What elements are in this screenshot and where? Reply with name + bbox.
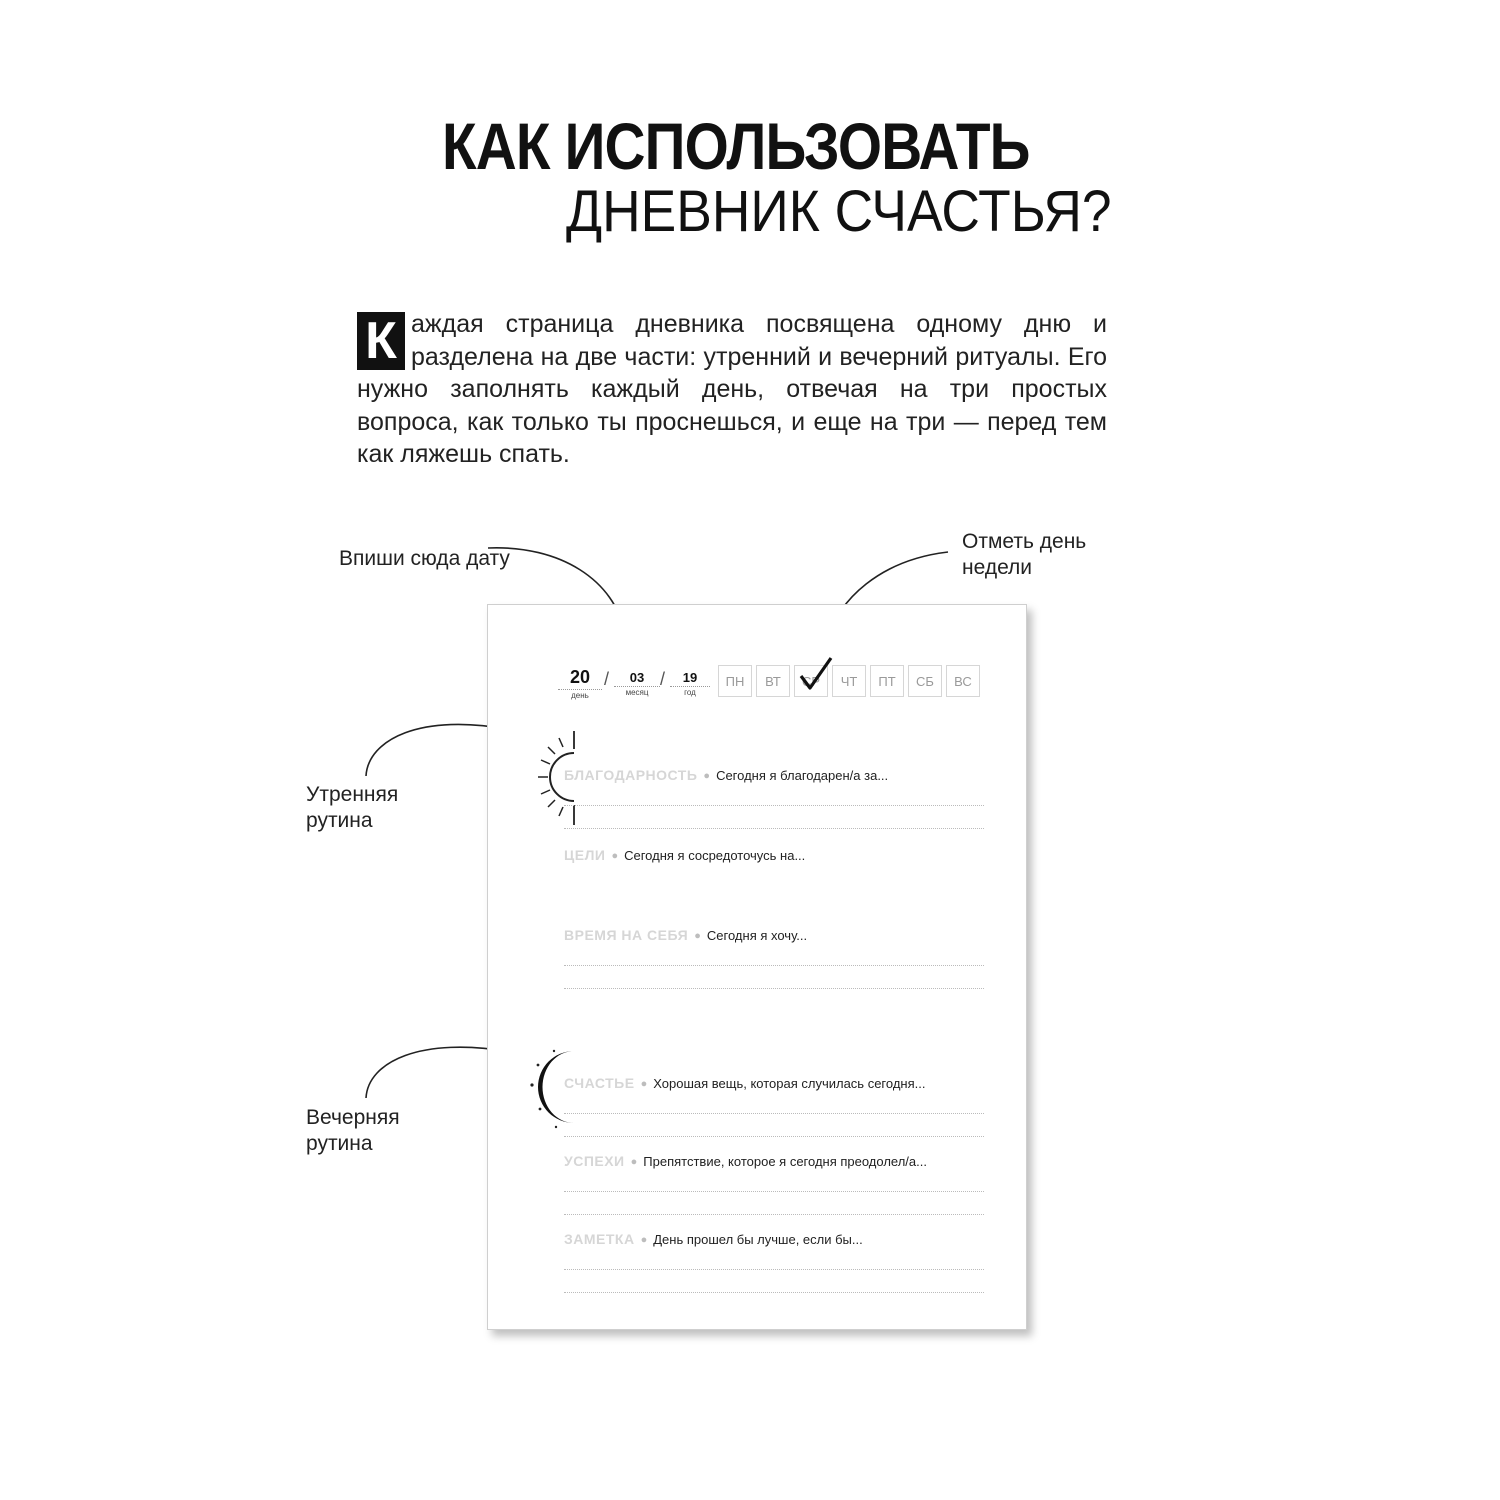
bullet-dot: ● (640, 1234, 648, 1246)
section-label: СЧАСТЬЕ (564, 1075, 635, 1091)
writing-line[interactable] (564, 1269, 984, 1270)
annotation-evening-line2: рутина (306, 1132, 373, 1155)
section-label: ЗАМЕТКА (564, 1231, 635, 1247)
date-day-value: 20 (558, 667, 602, 690)
date-month (614, 667, 660, 697)
annotation-morning-line2: рутина (306, 809, 373, 832)
page-subtitle: ДНЕВНИК СЧАСТЬЯ? (566, 179, 1112, 244)
section-prompt: День прошел бы лучше, если бы... (653, 1232, 863, 1247)
weekday-wed-label: СР (801, 673, 821, 689)
weekday-mon[interactable]: ПН (718, 665, 752, 697)
bullet-dot: ● (630, 1156, 638, 1168)
section-label: ВРЕМЯ НА СЕБЯ (564, 927, 689, 943)
annotation-date: Впиши сюда дату (339, 547, 510, 570)
weekday-fri[interactable]: ПТ (870, 665, 904, 697)
bullet-dot: ● (703, 770, 711, 782)
weekday-wed[interactable] (794, 665, 828, 697)
annotation-morning (306, 782, 398, 834)
weekday-sun[interactable]: ВС (946, 665, 980, 697)
writing-line[interactable] (564, 1113, 984, 1114)
writing-line[interactable] (564, 1136, 984, 1137)
section-happiness (564, 1075, 984, 1137)
date-year-value: 19 (670, 667, 710, 687)
bullet-dot: ● (611, 850, 619, 862)
writing-line[interactable] (564, 805, 984, 806)
date-day-caption: день (571, 691, 589, 700)
annotation-weekday-line1: Отметь день (962, 530, 1087, 553)
writing-line[interactable] (564, 1214, 984, 1215)
weekday-selector (718, 665, 980, 697)
date-year (670, 667, 710, 697)
section-prompt: Сегодня я сосредоточусь на... (624, 848, 806, 863)
section-note (564, 1231, 984, 1293)
writing-line[interactable] (564, 965, 984, 966)
date-separator: / (604, 669, 610, 689)
section-successes (564, 1153, 984, 1215)
intro-paragraph (357, 308, 1107, 471)
date-year-caption: год (684, 688, 696, 697)
drop-cap: К (357, 312, 405, 370)
annotation-weekday (962, 529, 1086, 581)
intro-text: аждая страница дневника посвящена одному дню и разделена на две части: утренний и вечерний ритуалы. Его нужно заполнять каждый день, отвечая на три простых вопроса, как только ты проснешься, и еще на три — перед тем как ляжешь спать. (357, 310, 1107, 468)
annotation-weekday-line2: недели (962, 556, 1033, 579)
writing-line[interactable] (564, 1292, 984, 1293)
annotation-evening-line1: Вечерняя (306, 1106, 400, 1129)
section-label: БЛАГОДАРНОСТЬ (564, 767, 698, 783)
annotation-morning-line1: Утренняя (306, 783, 399, 806)
weekday-tue[interactable]: ВТ (756, 665, 790, 697)
section-prompt: Хорошая вещь, которая случилась сегодня... (653, 1076, 926, 1091)
writing-line[interactable] (564, 828, 984, 829)
section-prompt: Сегодня я хочу... (706, 928, 808, 943)
section-goals (564, 847, 984, 863)
date-month-caption: месяц (625, 688, 649, 697)
section-label: ЦЕЛИ (564, 847, 606, 863)
writing-line[interactable] (564, 988, 984, 989)
annotation-evening (306, 1105, 400, 1157)
page-title: КАК ИСПОЛЬЗОВАТЬ (442, 109, 1030, 183)
bullet-dot: ● (640, 1078, 648, 1090)
weekday-sat[interactable]: СБ (908, 665, 942, 697)
section-gratitude (564, 767, 984, 829)
weekday-thu[interactable]: ЧТ (832, 665, 866, 697)
section-me-time (564, 927, 984, 989)
writing-line[interactable] (564, 1191, 984, 1192)
section-prompt: Сегодня я благодарен/а за... (716, 768, 889, 783)
checkmark-icon (795, 656, 835, 696)
date-month-value: 03 (614, 667, 660, 687)
date-separator: / (660, 669, 666, 689)
date-day (558, 667, 602, 700)
section-prompt: Препятствие, которое я сегодня преодолел/а... (643, 1154, 927, 1169)
section-label: УСПЕХИ (564, 1153, 625, 1169)
bullet-dot: ● (694, 930, 701, 942)
sample-diary-page (487, 604, 1027, 1330)
